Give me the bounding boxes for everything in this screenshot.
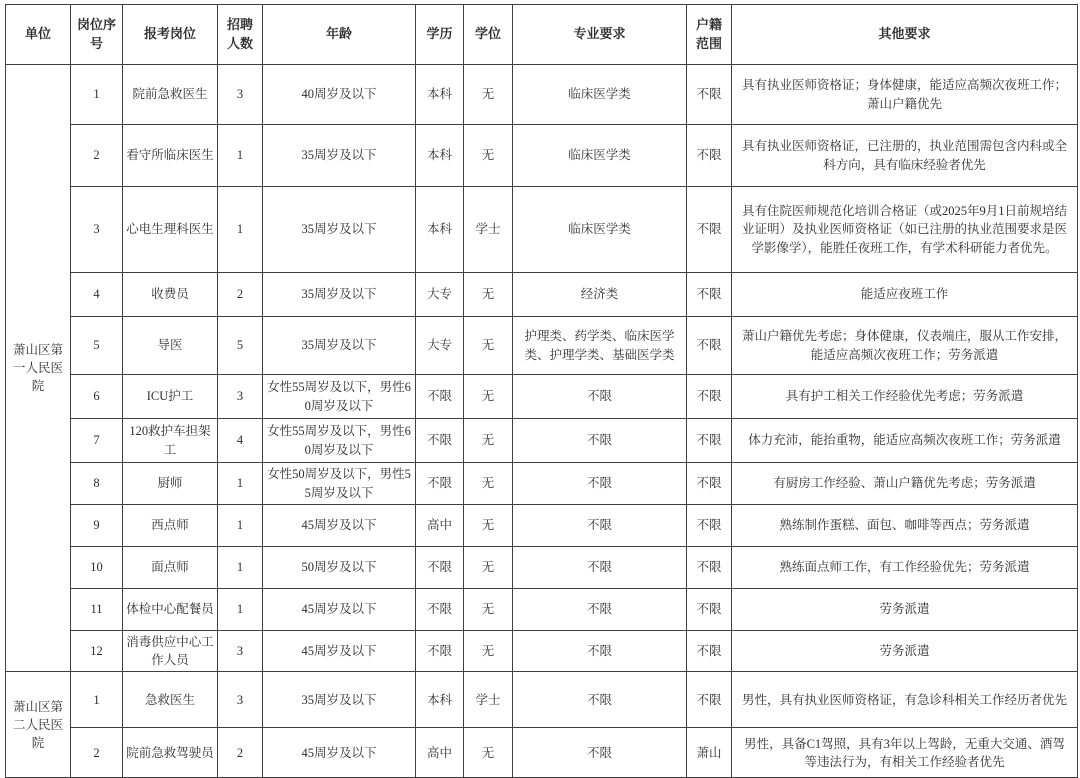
cell-count: 1	[218, 505, 263, 547]
table-row	[6, 463, 1078, 505]
cell-no: 2	[71, 125, 123, 187]
cell-other: 熟练面点师工作，有工作经验优先；劳务派遣	[732, 547, 1078, 589]
cell-degree: 无	[464, 273, 513, 317]
column-header-10: 其他要求	[732, 5, 1078, 65]
table-row	[6, 317, 1078, 375]
cell-major: 不限	[513, 547, 687, 589]
cell-age: 45周岁及以下	[263, 589, 416, 631]
cell-age: 40周岁及以下	[263, 65, 416, 125]
cell-other: 体力充沛，能抬重物，能适应高频次夜班工作；劳务派遣	[732, 419, 1078, 463]
cell-degree: 无	[464, 65, 513, 125]
cell-education: 不限	[416, 375, 464, 419]
table-row	[6, 419, 1078, 463]
cell-no: 2	[71, 728, 123, 778]
cell-age: 45周岁及以下	[263, 631, 416, 672]
cell-age: 45周岁及以下	[263, 728, 416, 778]
cell-degree: 无	[464, 547, 513, 589]
cell-position: 院前急救医生	[123, 65, 218, 125]
cell-position: 看守所临床医生	[123, 125, 218, 187]
cell-no: 10	[71, 547, 123, 589]
cell-position: 面点师	[123, 547, 218, 589]
cell-no: 11	[71, 589, 123, 631]
table-row	[6, 728, 1078, 778]
cell-position: 院前急救驾驶员	[123, 728, 218, 778]
cell-other: 具有住院医师规范化培训合格证（或2025年9月1日前规培结业证明）及执业医师资格证（如已注册的执业范围要求是医学影像学），能胜任夜班工作，有学术科研能力者优先。	[732, 187, 1078, 273]
cell-no: 5	[71, 317, 123, 375]
cell-position: 导医	[123, 317, 218, 375]
cell-other: 有厨房工作经验、萧山户籍优先考虑；劳务派遣	[732, 463, 1078, 505]
cell-count: 5	[218, 317, 263, 375]
cell-education: 本科	[416, 187, 464, 273]
cell-hukou: 不限	[687, 273, 732, 317]
table-row	[6, 273, 1078, 317]
cell-degree: 无	[464, 728, 513, 778]
cell-other: 具有执业医师资格证；身体健康，能适应高频次夜班工作；萧山户籍优先	[732, 65, 1078, 125]
cell-education: 不限	[416, 589, 464, 631]
cell-degree: 无	[464, 631, 513, 672]
cell-major: 临床医学类	[513, 187, 687, 273]
cell-hukou: 不限	[687, 505, 732, 547]
cell-position: ICU护工	[123, 375, 218, 419]
cell-major: 临床医学类	[513, 65, 687, 125]
cell-major: 不限	[513, 375, 687, 419]
cell-education: 大专	[416, 273, 464, 317]
table-row	[6, 375, 1078, 419]
cell-degree: 无	[464, 419, 513, 463]
cell-hukou: 不限	[687, 125, 732, 187]
cell-no: 9	[71, 505, 123, 547]
cell-hukou: 不限	[687, 317, 732, 375]
cell-position: 急救医生	[123, 672, 218, 728]
table-row	[6, 505, 1078, 547]
cell-hukou: 不限	[687, 672, 732, 728]
cell-age: 35周岁及以下	[263, 125, 416, 187]
cell-hukou: 不限	[687, 463, 732, 505]
cell-hukou: 不限	[687, 547, 732, 589]
cell-age: 35周岁及以下	[263, 672, 416, 728]
recruitment-table-container	[5, 4, 1078, 778]
cell-position: 消毒供应中心工作人员	[123, 631, 218, 672]
cell-degree: 无	[464, 463, 513, 505]
column-header-3: 报考岗位	[123, 5, 218, 65]
cell-education: 不限	[416, 419, 464, 463]
table-row	[6, 589, 1078, 631]
table-body	[6, 65, 1078, 778]
cell-education: 高中	[416, 728, 464, 778]
cell-age: 女性50周岁及以下，男性55周岁及以下	[263, 463, 416, 505]
table-row	[6, 547, 1078, 589]
cell-hukou: 不限	[687, 187, 732, 273]
cell-other: 男性，具备C1驾照，具有3年以上驾龄，无重大交通、酒驾等违法行为，有相关工作经验者优先	[732, 728, 1078, 778]
cell-count: 1	[218, 589, 263, 631]
cell-major: 临床医学类	[513, 125, 687, 187]
cell-education: 不限	[416, 631, 464, 672]
cell-other: 劳务派遣	[732, 589, 1078, 631]
cell-degree: 无	[464, 505, 513, 547]
cell-hukou: 不限	[687, 589, 732, 631]
cell-hukou: 萧山	[687, 728, 732, 778]
cell-major: 不限	[513, 589, 687, 631]
cell-age: 女性55周岁及以下，男性60周岁及以下	[263, 419, 416, 463]
cell-education: 本科	[416, 672, 464, 728]
cell-education: 本科	[416, 65, 464, 125]
cell-degree: 无	[464, 589, 513, 631]
cell-education: 不限	[416, 547, 464, 589]
cell-education: 本科	[416, 125, 464, 187]
cell-education: 大专	[416, 317, 464, 375]
cell-degree: 无	[464, 375, 513, 419]
cell-age: 50周岁及以下	[263, 547, 416, 589]
table-row	[6, 672, 1078, 728]
cell-no: 4	[71, 273, 123, 317]
cell-other: 能适应夜班工作	[732, 273, 1078, 317]
cell-major: 不限	[513, 505, 687, 547]
cell-age: 35周岁及以下	[263, 187, 416, 273]
cell-count: 3	[218, 65, 263, 125]
cell-position: 厨师	[123, 463, 218, 505]
cell-other: 熟练制作蛋糕、面包、咖啡等西点；劳务派遣	[732, 505, 1078, 547]
cell-other: 具有护工相关工作经验优先考虑；劳务派遣	[732, 375, 1078, 419]
column-header-1: 单位	[6, 5, 71, 65]
cell-major: 护理类、药学类、临床医学类、护理学类、基础医学类	[513, 317, 687, 375]
cell-count: 1	[218, 463, 263, 505]
unit-cell: 萧山区第一人民医院	[6, 65, 71, 672]
cell-position: 收费员	[123, 273, 218, 317]
column-header-5: 年龄	[263, 5, 416, 65]
cell-count: 3	[218, 375, 263, 419]
cell-age: 35周岁及以下	[263, 273, 416, 317]
cell-no: 6	[71, 375, 123, 419]
column-header-2: 岗位序号	[71, 5, 123, 65]
cell-count: 1	[218, 547, 263, 589]
cell-major: 不限	[513, 463, 687, 505]
cell-no: 1	[71, 65, 123, 125]
cell-count: 2	[218, 273, 263, 317]
cell-education: 高中	[416, 505, 464, 547]
column-header-9: 户籍范围	[687, 5, 732, 65]
cell-major: 不限	[513, 728, 687, 778]
cell-no: 12	[71, 631, 123, 672]
cell-degree: 学士	[464, 187, 513, 273]
cell-other: 具有执业医师资格证，已注册的，执业范围需包含内科或全科方向，具有临床经验者优先	[732, 125, 1078, 187]
cell-degree: 无	[464, 125, 513, 187]
table-row	[6, 187, 1078, 273]
recruitment-table	[5, 4, 1078, 778]
cell-position: 120救护车担架工	[123, 419, 218, 463]
cell-age: 35周岁及以下	[263, 317, 416, 375]
table-row	[6, 125, 1078, 187]
column-header-4: 招聘人数	[218, 5, 263, 65]
cell-hukou: 不限	[687, 631, 732, 672]
cell-other: 劳务派遣	[732, 631, 1078, 672]
cell-position: 体检中心配餐员	[123, 589, 218, 631]
table-row	[6, 631, 1078, 672]
cell-count: 1	[218, 187, 263, 273]
cell-major: 不限	[513, 419, 687, 463]
cell-degree: 学士	[464, 672, 513, 728]
cell-hukou: 不限	[687, 375, 732, 419]
cell-no: 3	[71, 187, 123, 273]
table-row	[6, 65, 1078, 125]
cell-hukou: 不限	[687, 419, 732, 463]
cell-count: 1	[218, 125, 263, 187]
cell-other: 男性，具有执业医师资格证，有急诊科相关工作经历者优先	[732, 672, 1078, 728]
cell-count: 3	[218, 631, 263, 672]
cell-age: 45周岁及以下	[263, 505, 416, 547]
column-header-8: 专业要求	[513, 5, 687, 65]
cell-count: 4	[218, 419, 263, 463]
cell-age: 女性55周岁及以下，男性60周岁及以下	[263, 375, 416, 419]
cell-major: 不限	[513, 672, 687, 728]
cell-count: 3	[218, 672, 263, 728]
cell-education: 不限	[416, 463, 464, 505]
cell-hukou: 不限	[687, 65, 732, 125]
cell-position: 心电生理科医生	[123, 187, 218, 273]
column-header-6: 学历	[416, 5, 464, 65]
cell-major: 经济类	[513, 273, 687, 317]
header-row	[6, 5, 1078, 65]
unit-cell: 萧山区第二人民医院	[6, 672, 71, 778]
cell-major: 不限	[513, 631, 687, 672]
cell-position: 西点师	[123, 505, 218, 547]
cell-count: 2	[218, 728, 263, 778]
cell-no: 1	[71, 672, 123, 728]
column-header-7: 学位	[464, 5, 513, 65]
cell-no: 7	[71, 419, 123, 463]
cell-other: 萧山户籍优先考虑；身体健康，仪表端庄，服从工作安排，能适应高频次夜班工作；劳务派遣	[732, 317, 1078, 375]
cell-no: 8	[71, 463, 123, 505]
cell-degree: 无	[464, 317, 513, 375]
